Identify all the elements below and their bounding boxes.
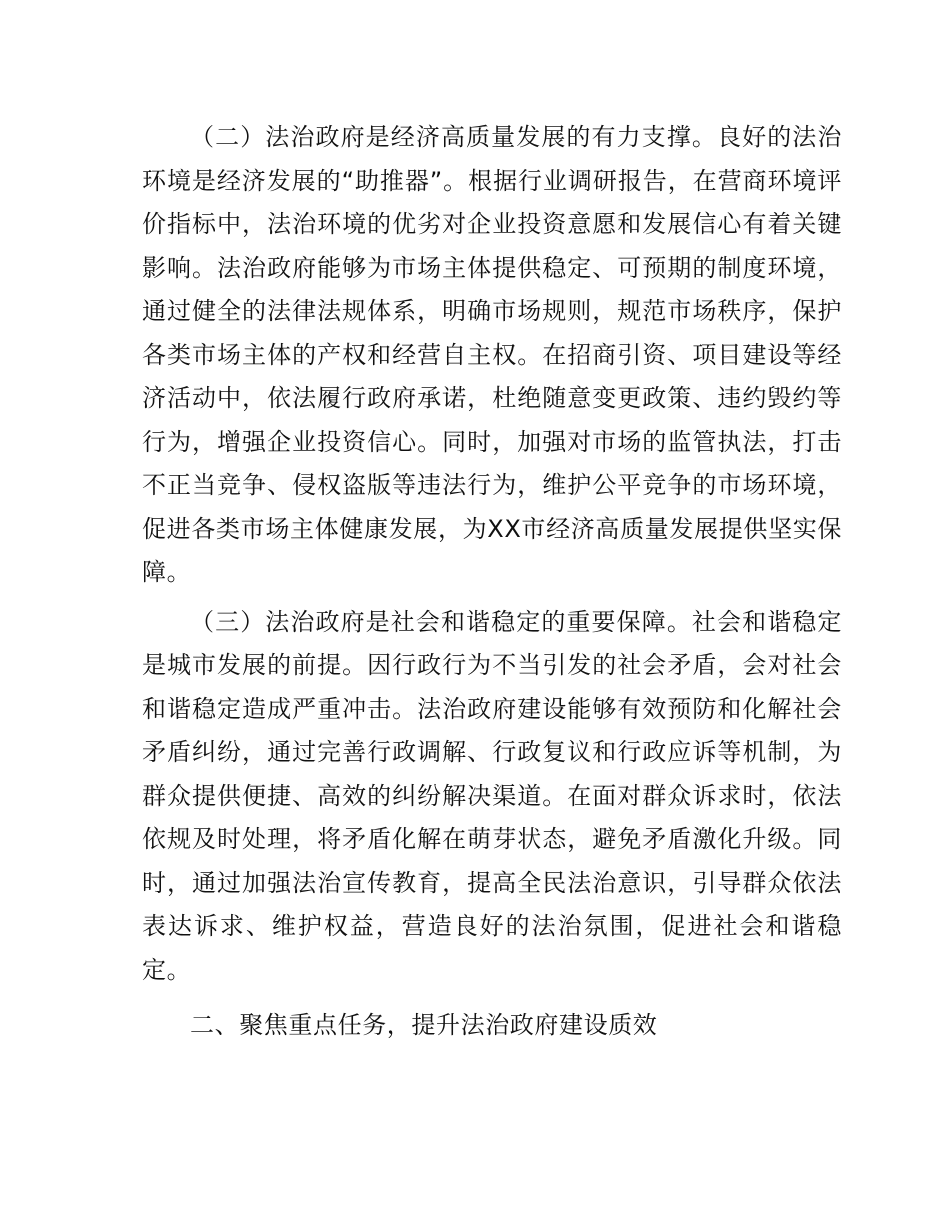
paragraph-social-stability: （三）法治政府是社会和谐稳定的重要保障。社会和谐稳定是城市发展的前提。因行政行为不当引发的社会矛盾，会对社会和谐稳定造成严重冲击。法治政府建设能够有效预防和化解社会矛盾纠纷，通过完善行政调解、行政复议和行政应诉等机制，为群众提供便捷、高效的纠纷解决渠道。在面对群众诉求时，依法依规及时处理，将矛盾化解在萌芽状态，避免矛盾激化升级。同时，通过加强法治宣传教育，提高全民法治意识，引导群众依法表达诉求、维护权益，营造良好的法治氛围，促进社会和谐稳定。 (142, 607, 842, 984)
section-heading: 二、聚焦重点任务，提升法治政府建设质效 (190, 1011, 658, 1039)
document-body (142, 116, 842, 1054)
paragraph-economic-development: （二）法治政府是经济高质量发展的有力支撑。良好的法治环境是经济发展的“助推器”。根据行业调研报告，在营商环境评价指标中，法治环境的优劣对企业投资意愿和发展信心有着关键影响。法治政府能够为市场主体提供稳定、可预期的制度环境，通过健全的法律法规体系，明确市场规则，规范市场秩序，保护各类市场主体的产权和经营自主权。在招商引资、项目建设等经济活动中，依法履行政府承诺，杜绝随意变更政策、违约毁约等行为，增强企业投资信心。同时，加强对市场的监管执法，打击不正当竞争、侵权盗版等违法行为，维护公平竞争的市场环境，促进各类市场主体健康发展，为XX市经济高质量发展提供坚实保障。 (142, 123, 842, 586)
